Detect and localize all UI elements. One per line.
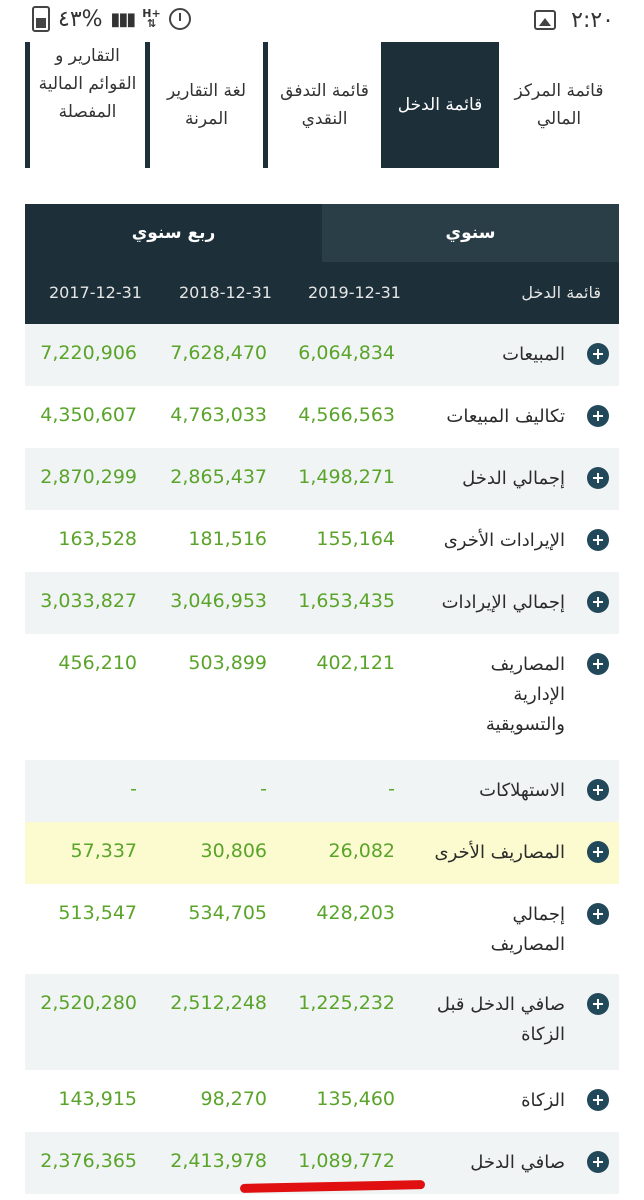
expand-icon[interactable] (587, 405, 609, 427)
header-col-2018: 2018-12-31 (179, 283, 272, 302)
statement-tabs (25, 42, 619, 168)
table-row (25, 386, 619, 448)
row-label: صافي الدخل (470, 1152, 565, 1173)
value-2019: 1,653,435 (298, 590, 395, 612)
value-2018: - (260, 778, 267, 800)
value-2018: 7,628,470 (170, 342, 267, 364)
value-2018: 4,763,033 (170, 404, 267, 426)
value-2019: 1,498,271 (298, 466, 395, 488)
tab-cash-flow[interactable] (263, 42, 381, 168)
value-2018: 2,512,248 (170, 992, 267, 1014)
tab-label: التقارير و القوائم المالية المفصلة (38, 46, 137, 122)
value-2019: 26,082 (328, 840, 395, 862)
value-2017: 4,350,607 (40, 404, 137, 426)
value-2019: 155,164 (316, 528, 395, 550)
row-label: تكاليف المبيعات (446, 406, 565, 427)
value-2018: 534,705 (188, 902, 267, 924)
alarm-icon (169, 8, 191, 30)
status-bar (0, 0, 644, 42)
row-label: الإيرادات الأخرى (443, 530, 565, 551)
value-2017: - (130, 778, 137, 800)
value-2019: 402,121 (316, 652, 395, 674)
row-label: المصاريف الإدارية والتسويقية (485, 654, 565, 735)
period-tabs (25, 204, 619, 262)
tab-annual[interactable]: سنوي (322, 204, 619, 262)
value-2018: 30,806 (200, 840, 267, 862)
header-col-2017: 2017-12-31 (49, 283, 142, 302)
table-row (25, 884, 619, 974)
value-2019: 428,203 (316, 902, 395, 924)
table-row (25, 760, 619, 822)
table-row (25, 448, 619, 510)
header-col-2019: 2019-12-31 (308, 283, 401, 302)
row-label: صافي الدخل قبل الزكاة (436, 994, 565, 1045)
value-2017: 163,528 (58, 528, 137, 550)
expand-icon[interactable] (587, 653, 609, 675)
value-2018: 503,899 (188, 652, 267, 674)
expand-icon[interactable] (587, 903, 609, 925)
tab-label: قائمة التدفق النقدي (280, 81, 369, 129)
expand-icon[interactable] (587, 993, 609, 1015)
tab-label: لغة التقارير المرنة (166, 81, 247, 129)
expand-icon[interactable] (587, 343, 609, 365)
tab-label: قائمة المركز المالي (514, 81, 604, 129)
value-2019: 4,566,563 (298, 404, 395, 426)
value-2017: 2,870,299 (40, 466, 137, 488)
value-2017: 3,033,827 (40, 590, 137, 612)
header-title: قائمة الدخل (521, 283, 601, 302)
value-2019: 1,225,232 (298, 992, 395, 1014)
value-2019: 6,064,834 (298, 342, 395, 364)
image-icon (534, 10, 556, 30)
table-row (25, 822, 619, 884)
table-row (25, 324, 619, 386)
value-2017: 2,376,365 (40, 1150, 137, 1172)
tab-quarterly[interactable]: ربع سنوي (131, 223, 216, 243)
value-2018: 3,046,953 (170, 590, 267, 612)
expand-icon[interactable] (587, 529, 609, 551)
expand-icon[interactable] (587, 467, 609, 489)
value-2017: 2,520,280 (40, 992, 137, 1014)
signal-icon: ▮▮▮ (110, 8, 135, 30)
expand-icon[interactable] (587, 779, 609, 801)
value-2018: 181,516 (188, 528, 267, 550)
value-2018: 2,865,437 (170, 466, 267, 488)
table-row (25, 572, 619, 634)
value-2019: 135,460 (316, 1088, 395, 1110)
row-label: إجمالي الدخل (462, 468, 565, 489)
battery-percent: ٤٣% (58, 6, 103, 32)
value-2017: 513,547 (58, 902, 137, 924)
status-time: ٢:٢٠ (571, 8, 614, 33)
expand-icon[interactable] (587, 1089, 609, 1111)
row-label: إجمالي المصاريف (490, 904, 565, 955)
h-plus-icon: H+ ⇅ (142, 7, 161, 30)
battery-icon (32, 6, 50, 32)
tab-detailed-reports[interactable] (25, 42, 145, 168)
table-row (25, 634, 619, 760)
row-label: الزكاة (521, 1090, 565, 1111)
tab-xbrl[interactable] (145, 42, 263, 168)
expand-icon[interactable] (587, 591, 609, 613)
income-statement-table (25, 204, 619, 1194)
row-label: إجمالي الإيرادات (441, 592, 565, 613)
row-label: المصاريف الأخرى (434, 842, 565, 863)
table-row (25, 974, 619, 1070)
row-label: المبيعات (502, 344, 565, 365)
table-row (25, 1070, 619, 1132)
value-2018: 2,413,978 (170, 1150, 267, 1172)
tab-financial-position[interactable] (499, 42, 619, 168)
tab-label: قائمة الدخل (397, 95, 483, 115)
value-2017: 143,915 (58, 1088, 137, 1110)
table-row (25, 510, 619, 572)
value-2017: 7,220,906 (40, 342, 137, 364)
value-2019: 1,089,772 (298, 1150, 395, 1172)
value-2019: - (388, 778, 395, 800)
row-label: الاستهلاكات (479, 780, 565, 801)
status-left-group (32, 6, 191, 32)
table-header (25, 262, 619, 324)
expand-icon[interactable] (587, 841, 609, 863)
expand-icon[interactable] (587, 1151, 609, 1173)
value-2018: 98,270 (200, 1088, 267, 1110)
tab-income-statement[interactable] (381, 42, 499, 168)
value-2017: 456,210 (58, 652, 137, 674)
value-2017: 57,337 (70, 840, 137, 862)
